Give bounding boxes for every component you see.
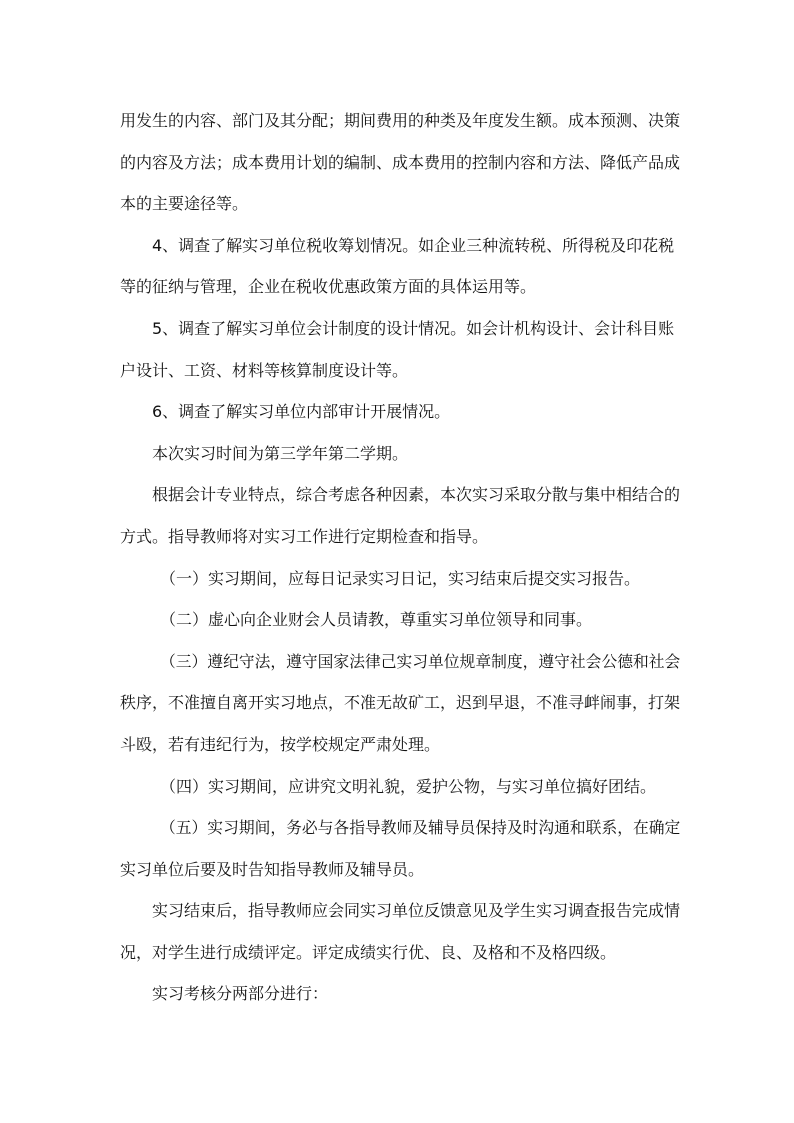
text-line: 况，对学生进行成绩评定。评定成绩实行优、良、及格和不及格四级。 — [120, 942, 617, 962]
text-line: （五）实习期间，务必与各指导教师及辅导员保持及时沟通和联系，在确定 — [160, 818, 681, 838]
text-line: （四）实习期间，应讲究文明礼貌，爱护公物，与实习单位搞好团结。 — [160, 776, 657, 796]
text-line: （一）实习期间，应每日记录实习日记，实习结束后提交实习报告。 — [160, 568, 641, 588]
text-line: 实习结束后，指导教师应会同实习单位反馈意见及学生实习调查报告完成情 — [152, 901, 681, 921]
text-line: 本次实习时间为第三学年第二学期。 — [152, 443, 409, 463]
text-line: 户设计、工资、材料等核算制度设计等。 — [120, 360, 409, 380]
text-line: （二）虚心向企业财会人员请教，尊重实习单位领导和同事。 — [160, 610, 593, 630]
text-line: 用发生的内容、部门及其分配；期间费用的种类及年度发生额。成本预测、决策 — [120, 111, 681, 130]
text-line: 4、调查了解实习单位税收筹划情况。如企业三种流转税、所得税及印花税 — [152, 235, 675, 255]
text-line: （三）遵纪守法，遵守国家法律己实习单位规章制度，遵守社会公德和社会 — [160, 651, 681, 671]
text-line: 实习单位后要及时告知指导教师及辅导员。 — [120, 859, 425, 879]
text-line: 方式。指导教师将对实习工作进行定期检查和指导。 — [120, 526, 489, 546]
text-line: 斗殴，若有违纪行为，按学校规定严肃处理。 — [120, 734, 441, 754]
text-line: 6、调查了解实习单位内部审计开展情况。 — [152, 402, 451, 422]
text-line: 等的征纳与管理，企业在税收优惠政策方面的具体运用等。 — [120, 277, 537, 297]
text-line: 根据会计专业特点，综合考虑各种因素，本次实习采取分散与集中相结合的 — [152, 485, 681, 505]
text-line: 秩序，不准擅自离开实习地点，不准无故矿工，迟到早退，不准寻衅闹事，打架 — [120, 693, 681, 713]
text-line: 实习考核分两部分进行： — [152, 984, 329, 1004]
text-line: 的内容及方法；成本费用计划的编制、成本费用的控制内容和方法、降低产品成 — [120, 152, 681, 172]
text-line: 5、调查了解实习单位会计制度的设计情况。如会计机构设计、会计科目账 — [152, 318, 675, 338]
text-line: 本的主要途径等。 — [120, 194, 249, 214]
document-body — [120, 100, 680, 1015]
